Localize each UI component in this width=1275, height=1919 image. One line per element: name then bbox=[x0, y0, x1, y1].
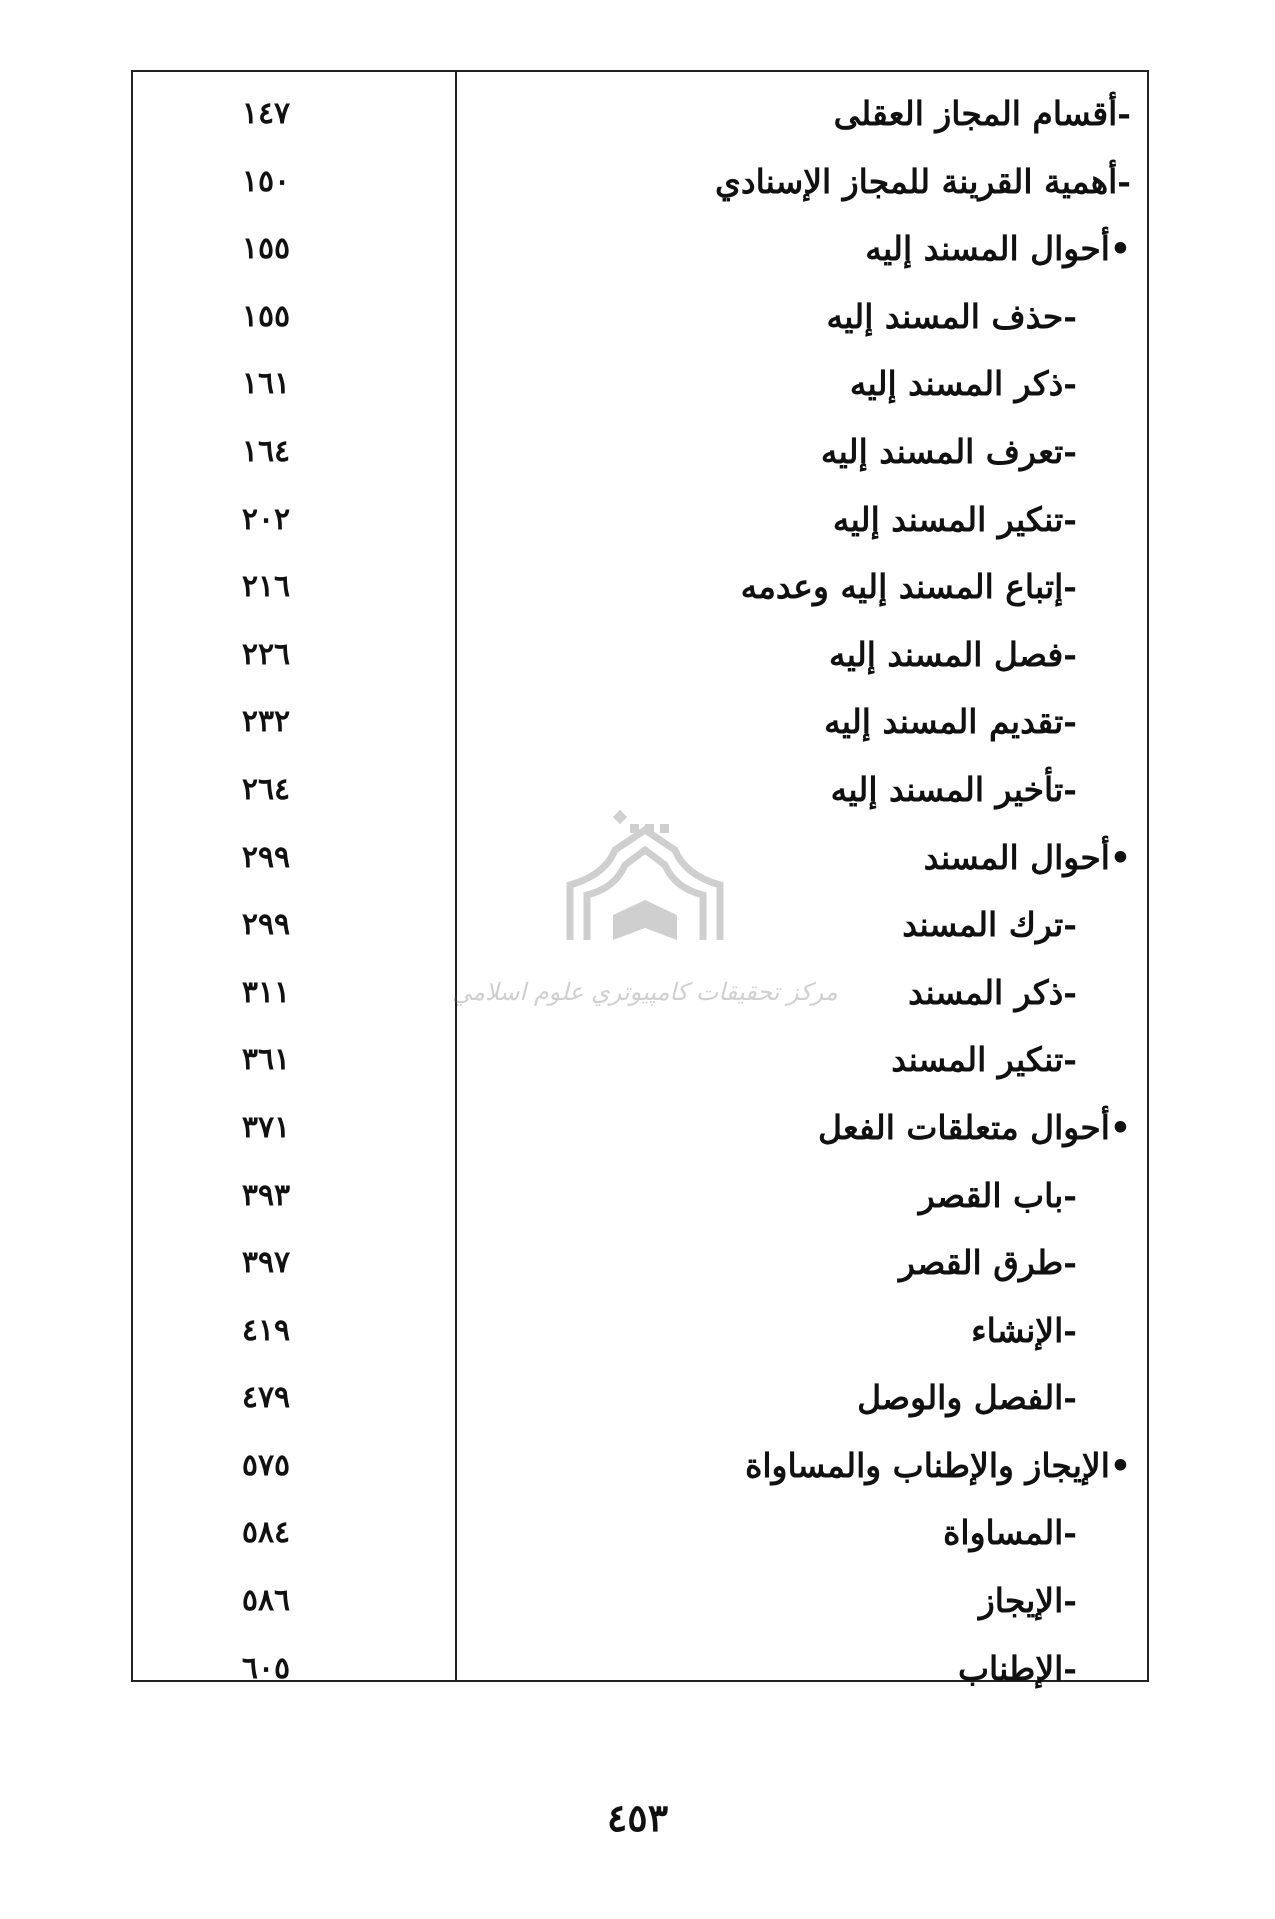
toc-entry-title: -باب القصر bbox=[918, 1175, 1077, 1215]
toc-entry-title: -المساواة bbox=[943, 1513, 1077, 1553]
toc-entry-page-number: ٢٩٩ bbox=[241, 907, 291, 943]
watermark-text: مركز تحقيقات كامپيوتري علوم اسلامي bbox=[452, 978, 838, 1006]
toc-row bbox=[131, 356, 1149, 424]
toc-row bbox=[131, 627, 1149, 695]
toc-entry-title: -تعرف المسند إليه bbox=[820, 431, 1077, 471]
toc-entry-page-number: ٥٨٤ bbox=[241, 1515, 291, 1551]
toc-entry-page-number: ٢٣٢ bbox=[241, 704, 291, 740]
toc-entry-title: -حذف المسند إليه bbox=[826, 296, 1077, 336]
toc-entry-title: -تقديم المسند إليه bbox=[824, 702, 1077, 742]
toc-entry-title: •أحوال متعلقات الفعل bbox=[818, 1107, 1131, 1147]
toc-entry-page-number: ١٥٥ bbox=[241, 298, 291, 334]
toc-entry-title: -الإيجاز bbox=[978, 1581, 1077, 1621]
toc-row bbox=[131, 492, 1149, 560]
toc-entry-title: -الإنشاء bbox=[971, 1310, 1077, 1350]
toc-entry-title: -ذكر المسند bbox=[908, 972, 1077, 1012]
toc-row bbox=[131, 1438, 1149, 1506]
toc-entry-page-number: ٦٠٥ bbox=[241, 1650, 291, 1686]
toc-row bbox=[131, 1100, 1149, 1168]
toc-entry-page-number: ٤٧٩ bbox=[241, 1380, 291, 1416]
toc-entry-page-number: ٢٦٤ bbox=[241, 771, 291, 807]
toc-entry-title: -تنكير المسند إليه bbox=[832, 499, 1077, 539]
toc-entry-page-number: ٢٢٦ bbox=[241, 636, 291, 672]
toc-row bbox=[131, 86, 1149, 154]
toc-entry-title: -ذكر المسند إليه bbox=[849, 364, 1077, 404]
toc-entry-page-number: ١٥٥ bbox=[241, 231, 291, 267]
toc-entry-page-number: ٢١٦ bbox=[241, 569, 291, 605]
toc-entry-page-number: ٤١٩ bbox=[241, 1312, 291, 1348]
toc-entry-title: -أقسام المجاز العقلى bbox=[833, 94, 1131, 133]
toc-row bbox=[131, 1303, 1149, 1371]
toc-entry-page-number: ٣٧١ bbox=[241, 1109, 291, 1145]
toc-row bbox=[131, 1641, 1149, 1709]
toc-entry-title: -إتباع المسند إليه وعدمه bbox=[740, 567, 1077, 607]
toc-entry-page-number: ١٥٠ bbox=[241, 163, 291, 199]
toc-entry-page-number: ٥٧٥ bbox=[241, 1447, 291, 1483]
toc-entry-title: -فصل المسند إليه bbox=[829, 634, 1077, 674]
toc-entry-title: -ترك المسند bbox=[902, 905, 1077, 945]
toc-row bbox=[131, 221, 1149, 289]
toc-entry-title: -تنكير المسند bbox=[891, 1040, 1077, 1080]
toc-row bbox=[131, 424, 1149, 492]
toc-row bbox=[131, 694, 1149, 762]
toc-row bbox=[131, 559, 1149, 627]
toc-entry-page-number: ٣٦١ bbox=[241, 1042, 291, 1078]
toc-row bbox=[131, 289, 1149, 357]
toc-row bbox=[131, 154, 1149, 222]
toc-entry-page-number: ١٤٧ bbox=[241, 96, 291, 131]
toc-entry-page-number: ٢٩٩ bbox=[241, 839, 291, 875]
toc-row bbox=[131, 1168, 1149, 1236]
toc-entry-page-number: ٣٩٧ bbox=[241, 1245, 291, 1281]
toc-entry-page-number: ٢٠٢ bbox=[241, 501, 291, 537]
toc-row bbox=[131, 1370, 1149, 1438]
toc-row bbox=[131, 1505, 1149, 1573]
toc-row bbox=[131, 1235, 1149, 1303]
toc-entry-title: -الفصل والوصل bbox=[857, 1378, 1077, 1418]
toc-entry-title: -أهمية القرينة للمجاز الإسنادي bbox=[715, 161, 1131, 201]
toc-entry-title: •أحوال المسند إليه bbox=[865, 229, 1131, 269]
toc-entry-title: -طرق القصر bbox=[898, 1243, 1077, 1283]
page-number: ٤٥٣ bbox=[606, 1795, 669, 1840]
toc-entry-page-number: ٣٩٣ bbox=[241, 1177, 291, 1213]
toc-entry-page-number: ١٦١ bbox=[241, 366, 291, 402]
watermark-logo bbox=[452, 820, 838, 1070]
toc-entry-page-number: ١٦٤ bbox=[241, 433, 291, 469]
toc-entry-page-number: ٣١١ bbox=[241, 974, 291, 1010]
toc-entry-title: -الإطناب bbox=[957, 1648, 1077, 1688]
toc-row bbox=[131, 1573, 1149, 1641]
toc-entry-title: •الإيجاز والإطناب والمساواة bbox=[745, 1445, 1131, 1485]
toc-entry-title: -تأخير المسند إليه bbox=[830, 769, 1077, 809]
toc-entry-page-number: ٥٨٦ bbox=[241, 1583, 291, 1619]
toc-entry-title: •أحوال المسند bbox=[923, 837, 1131, 877]
